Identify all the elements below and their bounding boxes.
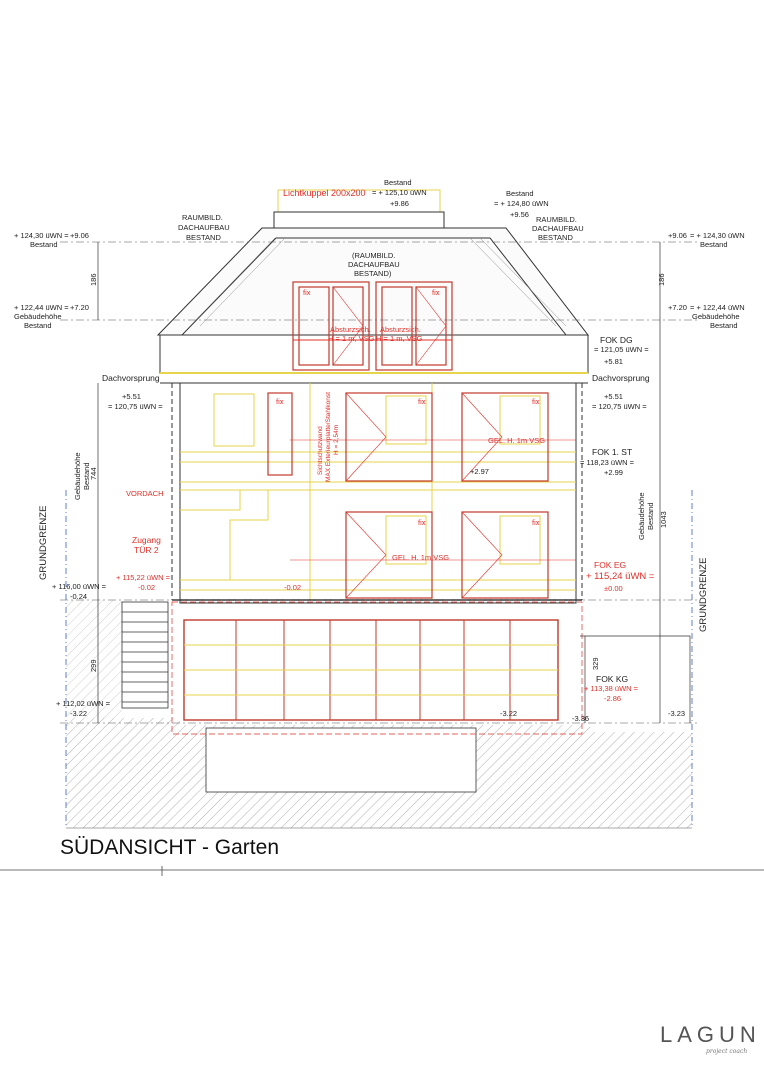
right-top-val: = + 124,30 üWN [690, 231, 745, 240]
raumbild-right-2: DACHAUFBAU [532, 224, 584, 233]
facade [172, 383, 582, 603]
dachvorsprung-left-val: = 120,75 üWN = [108, 402, 163, 411]
left-top-name: Bestand [30, 240, 58, 249]
dachvorsprung-right-rel: +5.51 [604, 392, 623, 401]
left-112-rel: -3.22 [70, 709, 88, 718]
fok-1st-label: FOK 1. ST [592, 447, 633, 457]
fok-kg-rel: -2.86 [604, 694, 622, 703]
left-112-val: + 112,02 üWN = [56, 699, 111, 708]
zugang-2: TÜR 2 [134, 545, 159, 555]
dachvorsprung-left-rel: +5.51 [122, 392, 141, 401]
lagun-logo-sub: project coach [706, 1048, 748, 1055]
dim-299: 299 [89, 659, 98, 672]
gelaender-1: GEL. H. 1m VSG [488, 436, 546, 445]
absturz-1b: H = 1 m, VSG [328, 334, 375, 343]
stairs [122, 602, 168, 708]
tuer-rel: -0.02 [138, 583, 156, 592]
right-top-name: Bestand [700, 240, 728, 249]
raumbild-right-3: BESTAND [538, 233, 573, 242]
tuer-val: + 115,22 üWN = [116, 573, 171, 582]
fok-dg-val: = 121,05 üWN = [594, 345, 649, 354]
left-top-val: + 124,30 üWN = [14, 231, 69, 240]
dim-1043: 1043 [659, 511, 668, 528]
right-top-rel: +9.06 [668, 231, 687, 240]
absturz-2b: H = 1 m, VSG [376, 334, 423, 343]
fok-dg-rel: +5.81 [604, 357, 623, 366]
geb-left-2: Bestand [82, 462, 91, 490]
fix-label-4: fix [418, 397, 426, 406]
fix-label-7: fix [532, 518, 540, 527]
right-geb-name1: Gebäudehöhe [692, 312, 740, 321]
rel-336: -3.36 [572, 714, 590, 723]
absturz-2a: Absturzsich. [380, 325, 421, 334]
grundgrenze-right: GRUNDGRENZE [698, 557, 709, 632]
left-top-rel: +9.06 [70, 231, 89, 240]
bestand-right-rel: +9.56 [510, 210, 529, 219]
fix-label-2: fix [432, 288, 440, 297]
left-116-val: + 116,00 üWN = [52, 582, 107, 591]
geb-right-1: Gebäudehöhe [637, 492, 646, 540]
right-geb-rel: +7.20 [668, 303, 687, 312]
left-geb-name1: Gebäudehöhe [14, 312, 62, 321]
dim-186-left: 186 [89, 273, 98, 286]
bestand-top-val: = + 125,10 üWN [372, 188, 427, 197]
basement-glazing [172, 602, 582, 734]
fok-dg-label: FOK DG [600, 335, 633, 345]
absturz-1a: Absturzsich. [330, 325, 371, 334]
dachvorsprung-right-val: = 120,75 üWN = [592, 402, 647, 411]
bestand-top-label: Bestand [384, 178, 412, 187]
dim-186-right: 186 [657, 273, 666, 286]
lichtkuppel-label: Lichtkuppel 200x200 [283, 188, 366, 198]
vordach-label: VORDACH [126, 489, 164, 498]
raumbild-center-2: DACHAUFBAU [348, 260, 400, 269]
dim-744: 744 [89, 467, 98, 480]
fok-kg-val: + 113,38 üWN = [584, 684, 639, 693]
fok-eg-rel: ±0.00 [604, 584, 623, 593]
fix-label-3: fix [276, 397, 284, 406]
left-geb-name2: Bestand [24, 321, 52, 330]
zugang-1: Zugang [132, 535, 161, 545]
fix-label-5: fix [532, 397, 540, 406]
fok-eg-val: + 115,24 üWN = [586, 571, 655, 582]
left-geb-val: + 122,44 üWN = [14, 303, 69, 312]
rel-322a: -3.22 [500, 709, 518, 718]
geb-left-1: Gebäudehöhe [73, 452, 82, 500]
mid-rel: -0.02 [284, 583, 302, 592]
fix-label-6: fix [418, 518, 426, 527]
dachvorsprung-right: Dachvorsprung [592, 373, 650, 383]
right-geb-name2: Bestand [710, 321, 738, 330]
gelaender-2: GEL. H. 1m VSG [392, 553, 450, 562]
rel-322b: -3.23 [668, 709, 686, 718]
bestand-right-val: = + 124,80 üWN [494, 199, 549, 208]
fok-1st-val: = 118,23 üWN = [580, 458, 635, 467]
bestand-right-label: Bestand [506, 189, 534, 198]
ground-hatch [66, 600, 692, 828]
fok-1st-rel: +2.99 [604, 468, 623, 477]
sichtschutz-1: Sichtschutzwand [317, 426, 324, 475]
drawing-title: SÜDANSICHT - Garten [60, 836, 279, 859]
bestand-top-rel: +9.86 [390, 199, 409, 208]
fok-kg-label: FOK KG [596, 674, 629, 684]
raumbild-left-1: RAUMBILD. [182, 213, 223, 222]
sichtschutz-3: H = 2,54m [333, 424, 340, 455]
raumbild-left-3: BESTAND [186, 233, 221, 242]
left-116-rel: -0.24 [70, 592, 88, 601]
sichtschutz-2: MAX Exterieurplatte/Stahlkonst [325, 392, 332, 482]
dim-329: 329 [591, 657, 600, 670]
raumbild-center-3: BESTAND) [354, 269, 392, 278]
dachvorsprung-left: Dachvorsprung [102, 373, 160, 383]
grundgrenze-left: GRUNDGRENZE [38, 505, 49, 580]
raumbild-left-2: DACHAUFBAU [178, 223, 230, 232]
left-geb-rel: +7.20 [70, 303, 89, 312]
geb-right-2: Bestand [646, 502, 655, 530]
fok-eg-label: FOK EG [594, 560, 627, 570]
fix-label-1: fix [303, 288, 311, 297]
lagun-logo: LAGUN [660, 1022, 761, 1047]
rel-297: +2.97 [470, 467, 489, 476]
raumbild-right-1: RAUMBILD. [536, 215, 577, 224]
raumbild-center-1: (RAUMBILD. [352, 251, 396, 260]
right-geb-val: = + 122,44 üWN [690, 303, 745, 312]
